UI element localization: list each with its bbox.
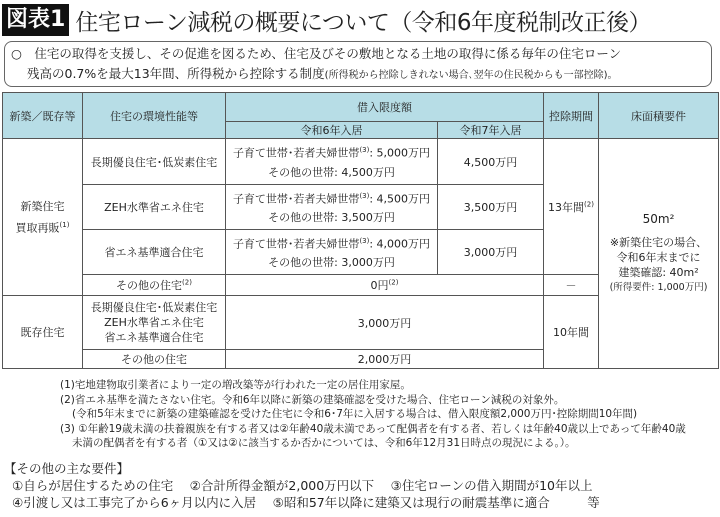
figure-title (2, 4, 651, 36)
limit-cell: 3,000万円 (226, 296, 544, 350)
header-period: 控除期間 (544, 93, 599, 139)
requirements-heading: 【その他の主な要件】 (4, 461, 130, 476)
new-period: 13年間$^{(2)}$ (544, 139, 599, 275)
perf-cell: その他の住宅$^{(2)}$ (83, 275, 226, 296)
summary-box (4, 41, 712, 87)
requirements-line: ①自らが居住するための住宅 ②合計所得金額が2,000万円以下 ③住宅ローンの借入期間が10年以上 (12, 478, 593, 493)
footnote: (1)宅地建物取引業者により一定の増改築等が行われた一定の居住用家屋。 (60, 379, 411, 391)
header-category: 新築／既存等 (3, 93, 83, 139)
existing-housing-label: 既存住宅 (3, 296, 83, 369)
new-housing-label: 新築住宅 買取再販$^{(1)}$ (3, 139, 83, 296)
perf-cell: その他の住宅 (83, 350, 226, 369)
existing-period: 10年間 (544, 296, 599, 369)
r6-cell: 子育て世帯･若者夫婦世帯$^{(3)}$: 5,000万円 その他の世帯: 4,500万円 (226, 139, 438, 185)
footnote: 未満の配偶者を有する者（①又は②に該当するか否かについては、令和6年12月31日時点の現況による。）。 (72, 437, 576, 449)
summary-line1: ○ 住宅の取得を支援し、その促進を図るため、住宅及びその敷地となる土地の取得に係る毎年の住宅ローン (11, 46, 622, 61)
header-performance: 住宅の環境性能等 (83, 93, 226, 139)
r6-cell: 子育て世帯･若者夫婦世帯$^{(3)}$: 4,000万円 その他の世帯: 3,000万円 (226, 230, 438, 275)
title-text: 住宅ローン減税の概要について（令和6年度税制改正後） (75, 9, 652, 36)
r7-cell: 3,500万円 (438, 185, 544, 230)
period-cell: － (544, 275, 599, 296)
perf-cell: 長期優良住宅･低炭素住宅 (83, 139, 226, 185)
header-r6: 令和6年入居 (226, 122, 438, 139)
footnote: (3) ①年齢19歳未満の扶養親族を有する者又は②年齢40歳未満であって配偶者を有する者、若しくは年齢40歳以上であって年齢40歳 (60, 422, 686, 435)
footnotes (60, 378, 686, 451)
requirements-line: ④引渡し又は工事完了から6ヶ月以内に入居 ⑤昭和57年以降に建築又は現行の耐震基準に適合 等 (12, 495, 600, 510)
other-requirements (4, 460, 600, 511)
summary-line2 (11, 64, 711, 86)
r7-cell: 4,500万円 (438, 139, 544, 185)
r7-cell: 3,000万円 (438, 230, 544, 275)
footnote: (令和5年末までに新築の建築確認を受けた住宅に令和6･7年に入居する場合は、借入限度額2,000万円･控除期間10年間) (72, 408, 638, 420)
summary-small: (所得税から控除しきれない場合､翌年の住民税からも一部控除)。 (324, 70, 618, 81)
r6-cell: 子育て世帯･若者夫婦世帯$^{(3)}$: 4,500万円 その他の世帯: 3,500万円 (226, 185, 438, 230)
footnote: (2)省エネ基準を満たさない住宅。令和6年以降に新築の建築確認を受けた場合、住宅ローン減税の対象外。 (60, 393, 565, 406)
loan-table (2, 92, 719, 369)
figure-badge: 図表1 (2, 4, 69, 36)
floor-requirement: 50m² ※新築住宅の場合、 令和6年末までに 建築確認: 40m² (所得要件: 1,000万円) (599, 139, 719, 369)
limit-cell: 0円$^{(2)}$ (226, 275, 544, 296)
limit-cell: 2,000万円 (226, 350, 544, 369)
header-floor: 床面積要件 (599, 93, 719, 139)
summary-main: 残高の0.7%を最大13年間、所得税から控除する制度 (27, 66, 325, 81)
perf-cell: 省エネ基準適合住宅 (83, 230, 226, 275)
table-row (3, 139, 719, 185)
header-limit: 借入限度額 (226, 93, 544, 122)
perf-cell: ZEH水準省エネ住宅 (83, 185, 226, 230)
perf-cell: 長期優良住宅･低炭素住宅 ZEH水準省エネ住宅 省エネ基準適合住宅 (83, 296, 226, 350)
header-r7: 令和7年入居 (438, 122, 544, 139)
